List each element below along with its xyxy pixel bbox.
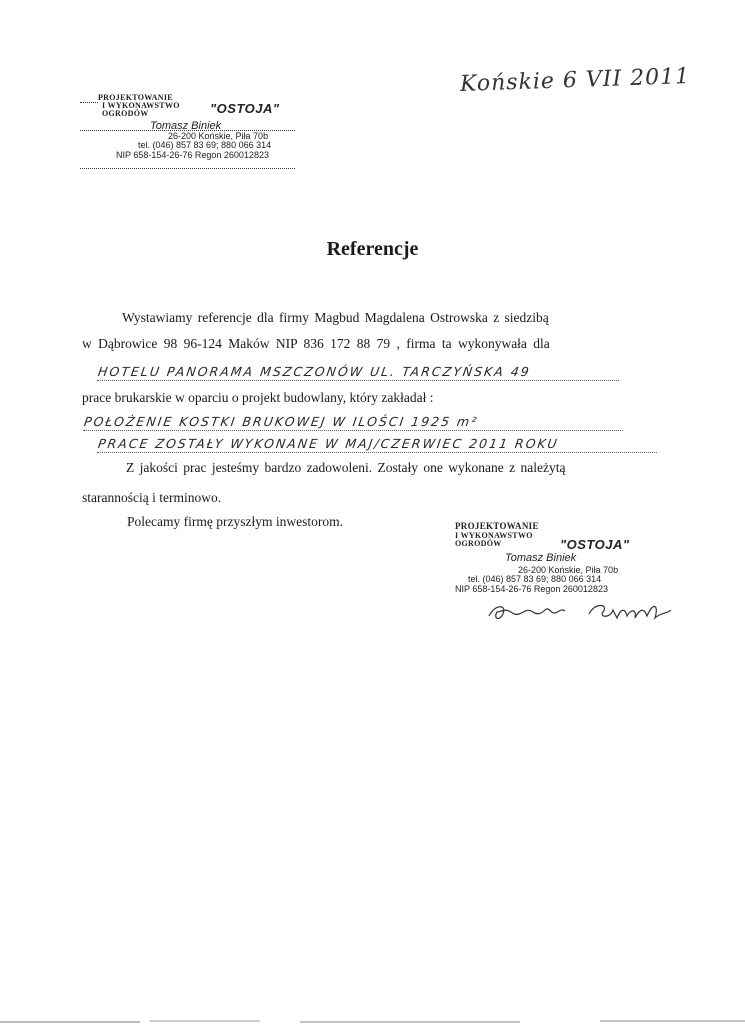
stamp-person: Tomasz Biniek — [505, 552, 577, 564]
document-title: Referencje — [326, 238, 419, 260]
works-line: prace brukarskie w oparciu o projekt budowlany, który zakładał : — [82, 390, 434, 405]
stamp-phone: tel. (046) 857 83 69; 880 066 314 — [468, 574, 602, 584]
handwritten-scope-1: POŁOŻENIE KOSTKI BRUKOWEJ W ILOŚCI 1925 m² — [83, 414, 625, 431]
scan-edge-marks — [0, 1012, 745, 1024]
quality-line-continued: starannością i terminowo. — [82, 490, 222, 505]
stamp-phone: tel. (046) 857 83 69; 880 066 314 — [138, 140, 272, 150]
stamp-nip: NIP 658-154-26-76 Regon 260012823 — [116, 150, 269, 160]
stamp-line-wykonawstwo: I WYKONAWSTWO — [455, 531, 533, 540]
stamp-nip: NIP 658-154-26-76 Regon 260012823 — [455, 584, 608, 594]
handwritten-client: HOTELU PANORAMA MSZCZONÓW UL. TARCZYŃSKA 49 — [97, 364, 621, 381]
handwritten-scope-2: PRACE ZOSTAŁY WYKONANE W MAJ/CZERWIEC 2011 ROKU — [97, 436, 659, 453]
stamp-brand: "OSTOJA" — [210, 101, 280, 116]
stamp-line-wykonawstwo: I WYKONAWSTWO — [102, 101, 180, 110]
stamp-line-projektowanie: PROJEKTOWANIE — [98, 93, 173, 102]
quality-line: Z jakości prac jesteśmy bardzo zadowoleni. Zostały one wykonane z należytą — [126, 460, 566, 475]
handwritten-signature — [485, 596, 695, 626]
address-line: w Dąbrowice 98 96-124 Maków NIP 836 172 88 79 , firma ta wykonywała dla — [82, 336, 550, 351]
stamp-address: 26-200 Końskie, Piła 70b — [518, 565, 619, 575]
stamp-line-ogrodow: OGRODÓW — [102, 109, 149, 118]
company-stamp-header — [80, 90, 295, 170]
intro-line: Wystawiamy referencje dla firmy Magbud Magdalena Ostrowska z siedzibą — [122, 310, 549, 325]
stamp-address: 26-200 Końskie, Piła 70b — [168, 131, 269, 141]
stamp-line-projektowanie: PROJEKTOWANIE — [455, 521, 539, 531]
recommendation-line: Polecamy firmę przyszłym inwestorom. — [127, 514, 343, 529]
stamp-brand: "OSTOJA" — [560, 537, 630, 552]
stamp-line-ogrodow: OGRODÓW — [455, 539, 502, 548]
stamp-person: Tomasz Biniek — [150, 120, 222, 132]
handwritten-date: Końskie 6 VII 2011 — [459, 63, 691, 98]
